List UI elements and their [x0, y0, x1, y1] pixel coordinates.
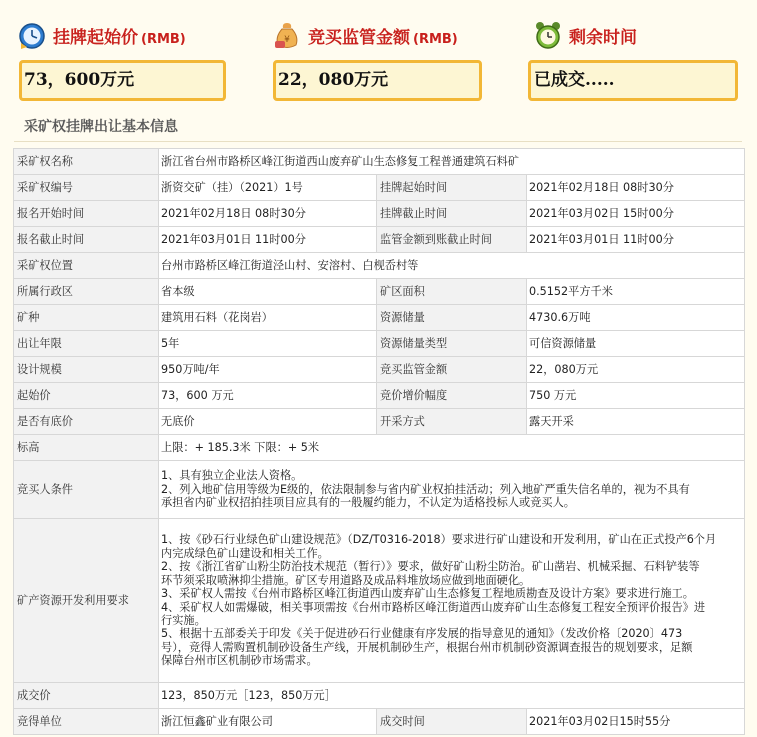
list-start-label: 挂牌起始时间: [377, 175, 527, 201]
area-value: 0.5152平方千米: [527, 279, 745, 305]
reserve-label: 资源储量: [377, 305, 527, 331]
reserve-value: 4730.6万吨: [527, 305, 745, 331]
clock-icon: [17, 19, 47, 51]
deal-price-label: 成交价: [14, 683, 159, 709]
bid-deposit-label: 竞买监管金额: [377, 357, 527, 383]
remaining-value: 已成交.....: [528, 60, 738, 101]
mining-method-label: 开采方式: [377, 409, 527, 435]
elevation-value: 上限：+ 185.3米 下限：+ 5米: [159, 435, 745, 461]
scale-value: 950万吨/年: [159, 357, 377, 383]
dev-req-line: 5、根据十五部委关于印发《关于促进砂石行业健康有序发展的指导意见的通知》（发改价格〔2020〕473: [161, 627, 683, 641]
reg-start-label: 报名开始时间: [14, 201, 159, 227]
area-label: 矿区面积: [377, 279, 527, 305]
table-row: [14, 305, 745, 331]
mineral-value: 建筑用石料（花岗岩）: [159, 305, 377, 331]
table-row: [14, 683, 745, 709]
remaining-header: [533, 18, 637, 52]
table-row: [14, 227, 745, 253]
table-row: [14, 331, 745, 357]
table-row: [14, 709, 745, 735]
elevation-label: 标高: [14, 435, 159, 461]
table-row: [14, 435, 745, 461]
table-row: [14, 201, 745, 227]
reg-start-value: 2021年02月18日 08时30分: [159, 201, 377, 227]
bidder-cond-line: 承担省内矿业权招拍挂项目应具有的一般履约能力，不认定为适格投标人或竞买人。: [161, 496, 575, 510]
table-row: [14, 253, 745, 279]
deal-time-value: 2021年03月02日15时55分: [527, 709, 745, 735]
dev-req-label: 矿产资源开发利用要求: [14, 519, 159, 683]
code-value: 浙资交矿（挂）（2021）1号: [159, 175, 377, 201]
reserve-price-value: 无底价: [159, 409, 377, 435]
mineral-label: 矿种: [14, 305, 159, 331]
reserve-type-label: 资源储量类型: [377, 331, 527, 357]
money-bag-icon: [272, 19, 302, 51]
start-price-row-label: 起始价: [14, 383, 159, 409]
summary-header: [0, 0, 757, 108]
admin-label: 所属行政区: [14, 279, 159, 305]
reg-end-value: 2021年03月01日 11时00分: [159, 227, 377, 253]
deposit-value: 22，080万元: [273, 60, 482, 101]
location-value: 台州市路桥区峰江街道泾山村、安溶村、白枧岙村等: [159, 253, 745, 279]
deal-price-value: 123，850万元［123，850万元］: [159, 683, 745, 709]
remaining-label: 剩余时间: [569, 27, 637, 48]
bidder-cond-line: 2、列入地矿信用等级为E级的，依法限制参与省内矿业权拍挂活动；列入地矿严重失信名单的，视为不具有: [161, 482, 690, 496]
deposit-deadline-value: 2021年03月01日 11时00分: [527, 227, 745, 253]
bidder-cond-value: [159, 461, 745, 519]
dev-req-line: 1、按《砂石行业绿色矿山建设规范》（DZ/T0316-2018）要求进行矿山建设和开发利用，矿山在正式投产6个月: [161, 533, 717, 547]
deposit-header: [272, 18, 458, 52]
table-row: [14, 383, 745, 409]
dev-req-line: 保障台州市区机制砂市场需求。: [161, 654, 318, 668]
winner-value: 浙江恒鑫矿业有限公司: [159, 709, 377, 735]
dev-req-line: 内完成绿色矿山建设和相关工作。: [161, 546, 329, 560]
table-row: [14, 461, 745, 519]
bidder-cond-label: 竞买人条件: [14, 461, 159, 519]
term-label: 出让年限: [14, 331, 159, 357]
deposit-deadline-label: 监管金额到账截止时间: [377, 227, 527, 253]
dev-req-line: 行实施。: [161, 613, 206, 627]
code-label: 采矿权编号: [14, 175, 159, 201]
dev-req-line: 2、按《浙江省矿山粉尘防治技术规范（暂行）》要求，做好矿山粉尘防治。矿山凿岩、机械采掘、石料铲装等: [161, 560, 700, 574]
alarm-clock-icon: [533, 19, 563, 51]
dev-req-line: 环节须采取喷淋抑尘措施。矿区专用道路及成品料堆放场应做到地面硬化。: [161, 573, 531, 587]
reserve-price-label: 是否有底价: [14, 409, 159, 435]
dev-req-line: 号），竞得人需购置机制砂设备生产线，开展机制砂生产，根据台州市机制砂资源调查报告的规划要求，足额: [161, 640, 693, 654]
mining-info-table: [13, 148, 745, 735]
admin-value: 省本级: [159, 279, 377, 305]
start-price-header: [17, 18, 186, 52]
deal-time-label: 成交时间: [377, 709, 527, 735]
table-row: [14, 175, 745, 201]
name-label: 采矿权名称: [14, 149, 159, 175]
increment-value: 750 万元: [527, 383, 745, 409]
section-title: 采矿权挂牌出让基本信息: [14, 112, 742, 142]
list-start-value: 2021年02月18日 08时30分: [527, 175, 745, 201]
table-row: [14, 357, 745, 383]
reserve-type-value: 可信资源储量: [527, 331, 745, 357]
name-value: 浙江省台州市路桥区峰江街道西山废弃矿山生态修复工程普通建筑石料矿: [159, 149, 745, 175]
location-label: 采矿权位置: [14, 253, 159, 279]
table-row: [14, 149, 745, 175]
dev-req-line: 4、采矿权人如需爆破，相关事项需按《台州市路桥区峰江街道西山废弃矿山生态修复工程安全预评价报告》进: [161, 600, 706, 614]
dev-req-line: 3、采矿权人需按《台州市路桥区峰江街道西山废弃矿山生态修复工程地质勘查及设计方案》要求进行施工。: [161, 587, 694, 601]
start-price-label: 挂牌起始价 (RMB): [53, 27, 186, 48]
start-price-row-value: 73，600 万元: [159, 383, 377, 409]
start-price-value: 73，600万元: [19, 60, 226, 101]
increment-label: 竞价增价幅度: [377, 383, 527, 409]
deposit-label: 竞买监管金额 (RMB): [308, 27, 458, 48]
svg-text:¥: ¥: [284, 35, 290, 45]
reg-end-label: 报名截止时间: [14, 227, 159, 253]
list-end-label: 挂牌截止时间: [377, 201, 527, 227]
dev-req-value: [159, 519, 745, 683]
bidder-cond-line: 1、具有独立企业法人资格。: [161, 469, 303, 483]
table-row: [14, 409, 745, 435]
term-value: 5年: [159, 331, 377, 357]
winner-label: 竞得单位: [14, 709, 159, 735]
bid-deposit-value: 22，080万元: [527, 357, 745, 383]
table-row: [14, 519, 745, 683]
table-row: [14, 279, 745, 305]
list-end-value: 2021年03月02日 15时00分: [527, 201, 745, 227]
mining-method-value: 露天开采: [527, 409, 745, 435]
scale-label: 设计规模: [14, 357, 159, 383]
